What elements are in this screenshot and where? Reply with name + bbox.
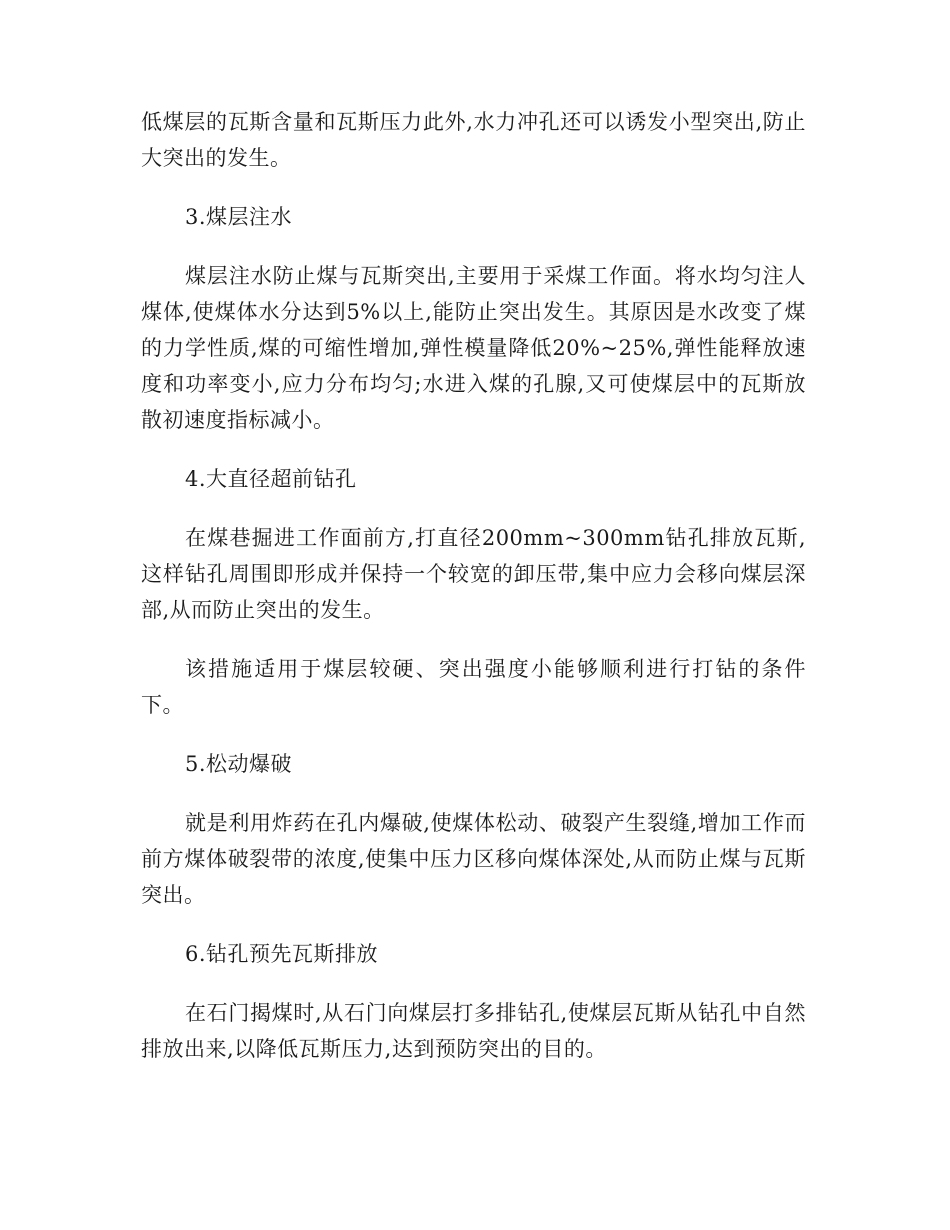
section-heading-3: 3.煤层注水 [185, 205, 293, 229]
section-heading-4: 4.大直径超前钻孔 [185, 467, 357, 491]
section-heading-5: 5.松动爆破 [185, 752, 293, 776]
paragraph-gas-drainage: 在石门揭煤时,从石门向煤层打多排钻孔,使煤层瓦斯从钻孔中自然排放出来,以降低瓦斯压力,达到预防突出的目的。 [141, 1001, 806, 1061]
document-body [141, 104, 806, 1090]
section-heading-6: 6.钻孔预先瓦斯排放 [185, 942, 379, 966]
paragraph-large-diameter-borehole: 在煤巷掘进工作面前方,打直径200mm~300mm钻孔排放瓦斯,这样钻孔周围即形成并保持一个较宽的卸压带,集中应力会移向煤层深部,从而防止突出的发生。 [141, 526, 806, 622]
paragraph-continuation: 低煤层的瓦斯含量和瓦斯压力此外,水力冲孔还可以诱发小型突出,防止大突出的发生。 [141, 110, 806, 170]
paragraph-loosening-blasting: 就是利用炸药在孔内爆破,使煤体松动、破裂产生裂缝,增加工作而前方煤体破裂带的浓度,使集中压力区移向煤体深处,从而防止煤与瓦斯突出。 [141, 811, 806, 907]
paragraph-applicability: 该措施适用于煤层较硬、突出强度小能够顺利进行打钻的条件下。 [141, 657, 806, 717]
paragraph-coal-seam-water-injection: 煤层注水防止煤与瓦斯突出,主要用于采煤工作面。将水均匀注人煤体,使煤体水分达到5%以上,能防止突出发生。其原因是水改变了煤的力学性质,煤的可缩性增加,弹性模量降低20%~25%,弹性能释放速度和功率变小,应力分布均匀;水进入煤的孔腺,又可使煤层中的瓦斯放散初速度指标减小。 [141, 264, 806, 432]
